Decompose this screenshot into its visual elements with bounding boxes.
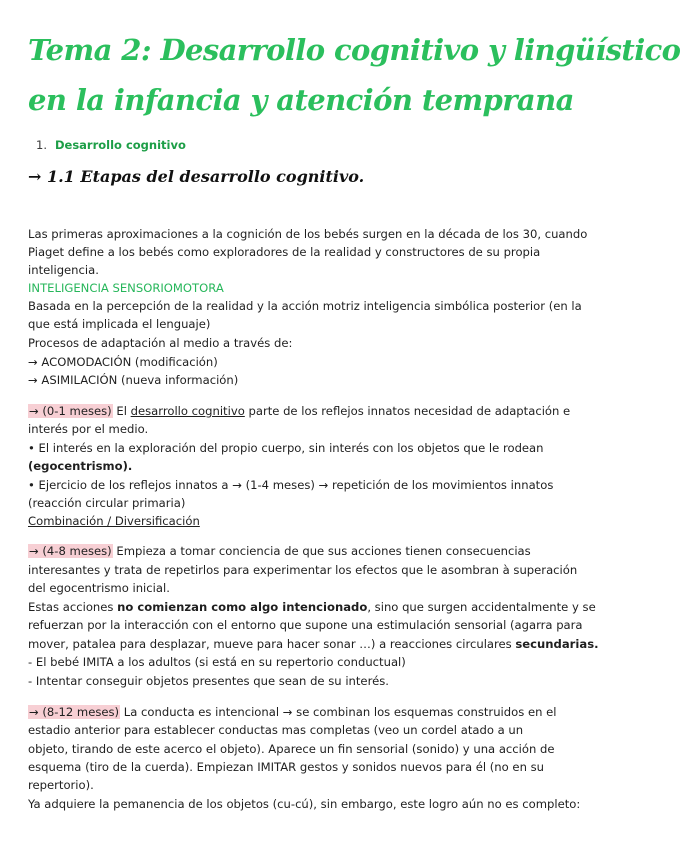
paragraph-line: del egocentrismo inicial.: [28, 581, 170, 595]
process-assimilation: → ASIMILACIÓN (nueva información): [28, 373, 239, 387]
section-number: 1.: [36, 138, 47, 152]
paragraph-line: [28, 599, 596, 615]
paragraph-line: refuerzan por la interacción con el entorno que supone una estimulación sensorial (agarra para: [28, 618, 583, 632]
bold-term: secundarias.: [515, 637, 599, 651]
subsection-heading: → 1.1 Etapas del desarrollo cognitivo.: [28, 167, 365, 186]
paragraph-line: repertorio).: [28, 778, 94, 792]
text-span: mover, patalea para desplazar, mueve para hacer sonar …) a reacciones circulares: [28, 637, 516, 651]
text-span: , sino que surgen accidentalmente y se: [367, 600, 596, 614]
text-span: Empieza a tomar conciencia de que sus acciones tienen consecuencias: [112, 544, 531, 558]
paragraph-line: Procesos de adaptación al medio a través de:: [28, 336, 293, 350]
section-label: Desarrollo cognitivo: [54, 138, 186, 152]
underlined-line: Combinación / Diversificación: [28, 514, 200, 528]
stage-line: [28, 403, 570, 419]
bullet-line: • Ejercicio de los reflejos innatos a → (1-4 meses) → repetición de los movimientos innatos: [28, 478, 554, 492]
stage-age-tag: → (4-8 meses): [29, 544, 112, 558]
process-accommodation: → ACOMODACIÓN (modificación): [28, 355, 218, 369]
bold-term: (egocentrismo).: [28, 459, 133, 473]
section-heading: [36, 138, 186, 152]
stage-line: [28, 704, 556, 720]
text-span: Estas acciones: [28, 600, 118, 614]
list-line: - Intentar conseguir objetos presentes que sean de su interés.: [28, 674, 389, 688]
paragraph-line: Ya adquiere la pemanencia de los objetos (cu-cú), sin embargo, este logro aún no es completo:: [28, 797, 581, 811]
paragraph-line: que está implicada el lenguaje): [28, 317, 211, 331]
stage-line: [28, 543, 531, 559]
paragraph-line: Basada en la percepción de la realidad y la acción motriz inteligencia simbólica posterior (en la: [28, 299, 582, 313]
paragraph-line: interesantes y trata de repetirlos para experimentar los efectos que le asombran à superación: [28, 563, 578, 577]
intro-line: Piaget define a los bebés como exploradores de la realidad y constructores de su propia: [28, 245, 541, 259]
stage-age-tag: → (8-12 meses): [29, 705, 120, 719]
intro-line: inteligencia.: [28, 263, 99, 277]
paragraph-line: objeto, tirando de este acerco el objeto). Aparece un fin sensorial (sonido) y una acción de: [28, 742, 555, 756]
text-span: El: [112, 404, 131, 418]
paragraph-line: estadio anterior para establecer conductas mas completas (veo un cordel atado a un: [28, 723, 524, 737]
text-span: parte de los reflejos innatos necesidad de adaptación e: [244, 404, 571, 418]
underlined-term: desarrollo cognitivo: [130, 404, 245, 418]
stage-age-tag: → (0-1 meses): [29, 404, 112, 418]
text-span: La conducta es intencional → se combinan los esquemas construidos en el: [120, 705, 557, 719]
document-title-line-1: Tema 2: Desarrollo cognitivo y lingüístico: [28, 33, 680, 67]
bold-term: no comienzan como algo intencionado: [117, 600, 368, 614]
paragraph-line: [28, 636, 599, 652]
bullet-line: • El interés en la exploración del propio cuerpo, sin interés con los objetos que le rodean: [28, 441, 544, 455]
document-title-line-2: en la infancia y atención temprana: [28, 83, 574, 117]
list-line: - El bebé IMITA a los adultos (si está en su repertorio conductual): [28, 655, 406, 669]
sensorimotor-heading: INTELIGENCIA SENSORIOMOTORA: [28, 281, 224, 295]
paragraph-line: interés por el medio.: [28, 422, 149, 436]
paragraph-line: (reacción circular primaria): [28, 496, 186, 510]
paragraph-line: esquema (tiro de la cuerda). Empiezan IMITAR gestos y sonidos nuevos para él (no en su: [28, 760, 544, 774]
intro-line: Las primeras aproximaciones a la cognición de los bebés surgen en la década de los 30, cuando: [28, 227, 588, 241]
